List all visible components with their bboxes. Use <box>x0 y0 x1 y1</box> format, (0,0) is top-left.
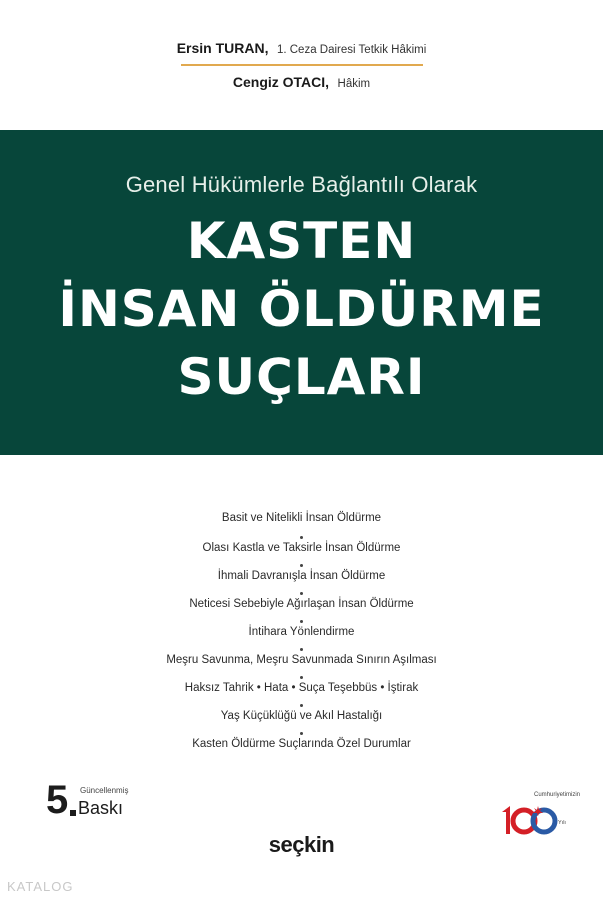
bullet-dot <box>300 536 303 539</box>
bullet-dot <box>300 704 303 707</box>
topic-item: Meşru Savunma, Meşru Savunmada Sınırın Aşılması <box>166 654 437 666</box>
topic-item: Kasten Öldürme Suçlarında Özel Durumlar <box>192 738 411 750</box>
author-2-name: Cengiz OTACI, <box>232 74 330 90</box>
edition-updated-label: Güncellenmiş <box>80 786 129 795</box>
bullet-dot <box>300 564 303 567</box>
author-2 <box>0 74 603 92</box>
bullet-dot <box>300 732 303 735</box>
author-divider <box>181 64 423 66</box>
author-1-role: 1. Ceza Dairesi Tetkik Hâkimi <box>276 44 427 56</box>
watermark: KATALOG <box>7 879 74 894</box>
author-2-role: Hâkim <box>337 78 371 90</box>
edition-badge <box>46 780 176 824</box>
cover-title-line-2: İNSAN ÖLDÜRME <box>58 280 545 338</box>
bullet-dot <box>300 620 303 623</box>
cover-title-line-1: KASTEN <box>186 212 417 270</box>
topic-item: Neticesi Sebebiyle Ağırlaşan İnsan Öldürme <box>189 598 414 610</box>
edition-number: 5 <box>46 778 69 822</box>
topic-item: İntihara Yönlendirme <box>248 626 355 638</box>
topic-item: Basit ve Nitelikli İnsan Öldürme <box>221 512 382 524</box>
edition-label: Baskı <box>78 798 124 818</box>
topic-item: Olası Kastla ve Taksirle İnsan Öldürme <box>202 542 401 554</box>
centennial-year-suffix: Yılı <box>558 820 566 826</box>
centennial-caption: Cumhuriyetimizin <box>534 792 581 798</box>
author-1 <box>0 40 603 58</box>
topic-item: Haksız Tahrik • Hata • Suça Teşebbüs • İştirak <box>184 682 419 694</box>
author-1-name: Ersin TURAN, <box>176 40 269 56</box>
title-band <box>0 130 603 455</box>
cover-subtitle: Genel Hükümlerle Bağlantılı Olarak <box>125 172 478 197</box>
authors-block <box>0 34 603 94</box>
topic-item: Yaş Küçüklüğü ve Akıl Hastalığı <box>220 710 383 722</box>
topic-item: İhmali Davranışla İnsan Öldürme <box>217 570 386 582</box>
edition-dot <box>70 810 76 816</box>
cover-title-line-3: SUÇLARI <box>177 348 426 406</box>
publisher-logo: seçkin <box>268 832 335 857</box>
bullet-dot <box>300 648 303 651</box>
bullet-dot <box>300 676 303 679</box>
bullet-dot <box>300 592 303 595</box>
